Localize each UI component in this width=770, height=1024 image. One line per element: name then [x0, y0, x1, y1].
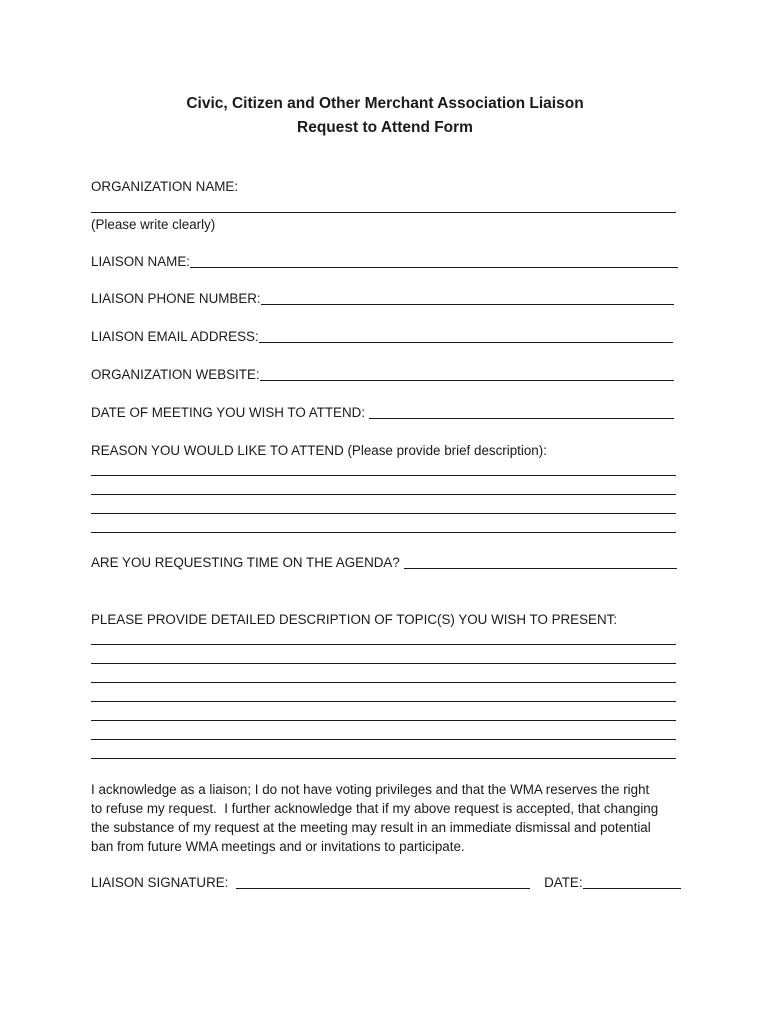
- meeting-date-field[interactable]: [369, 404, 674, 419]
- topic-line-7[interactable]: [91, 758, 676, 759]
- liaison-name-label: LIAISON NAME:: [91, 254, 190, 269]
- topic-line-3[interactable]: [91, 682, 676, 683]
- liaison-email-row: [91, 328, 673, 346]
- reason-line-4[interactable]: [91, 532, 676, 533]
- agenda-time-label: ARE YOU REQUESTING TIME ON THE AGENDA?: [91, 555, 404, 570]
- organization-website-label: ORGANIZATION WEBSITE:: [91, 367, 260, 382]
- agenda-time-field[interactable]: [404, 554, 677, 569]
- topic-line-4[interactable]: [91, 701, 676, 702]
- meeting-date-row: [91, 404, 674, 422]
- liaison-name-field[interactable]: [190, 253, 678, 268]
- organization-name-field[interactable]: [91, 212, 676, 213]
- liaison-name-row: [91, 253, 678, 271]
- reason-line-1[interactable]: [91, 475, 676, 476]
- reason-line-3[interactable]: [91, 513, 676, 514]
- acknowledgement-line: I acknowledge as a liaison; I do not have voting privileges and that the WMA reserves the right: [91, 782, 650, 797]
- liaison-email-field[interactable]: [259, 328, 673, 343]
- liaison-phone-field[interactable]: [261, 290, 674, 305]
- liaison-phone-label: LIAISON PHONE NUMBER:: [91, 291, 261, 306]
- signature-row: [91, 874, 681, 892]
- signature-label: LIAISON SIGNATURE:: [91, 875, 233, 890]
- topic-line-5[interactable]: [91, 720, 676, 721]
- topic-line-6[interactable]: [91, 739, 676, 740]
- organization-name-label: ORGANIZATION NAME:: [91, 179, 239, 194]
- organization-name-hint: (Please write clearly): [91, 217, 216, 232]
- organization-website-field[interactable]: [260, 366, 674, 381]
- reason-label: REASON YOU WOULD LIKE TO ATTEND (Please provide brief description):: [91, 443, 547, 458]
- reason-line-2[interactable]: [91, 494, 676, 495]
- topic-description-label: PLEASE PROVIDE DETAILED DESCRIPTION OF TOPIC(S) YOU WISH TO PRESENT:: [91, 612, 618, 627]
- topic-line-1[interactable]: [91, 644, 676, 645]
- organization-website-row: [91, 366, 674, 384]
- meeting-date-label: DATE OF MEETING YOU WISH TO ATTEND:: [91, 405, 369, 420]
- acknowledgement-line: the substance of my request at the meeting may result in an immediate dismissal and potential: [91, 820, 651, 835]
- acknowledgement-line: to refuse my request. I further acknowledge that if my above request is accepted, that changing: [91, 801, 659, 816]
- liaison-email-label: LIAISON EMAIL ADDRESS:: [91, 329, 259, 344]
- date-field[interactable]: [583, 874, 681, 889]
- date-label: DATE:: [544, 875, 583, 890]
- agenda-time-row: [91, 554, 677, 572]
- acknowledgement-paragraph: [91, 780, 681, 856]
- form-title: Civic, Citizen and Other Merchant Association Liaison: [186, 95, 584, 112]
- signature-field[interactable]: [236, 874, 530, 889]
- liaison-phone-row: [91, 290, 674, 308]
- acknowledgement-line: ban from future WMA meetings and or invitations to participate.: [91, 839, 465, 854]
- form-subtitle: Request to Attend Form: [297, 119, 473, 136]
- topic-line-2[interactable]: [91, 663, 676, 664]
